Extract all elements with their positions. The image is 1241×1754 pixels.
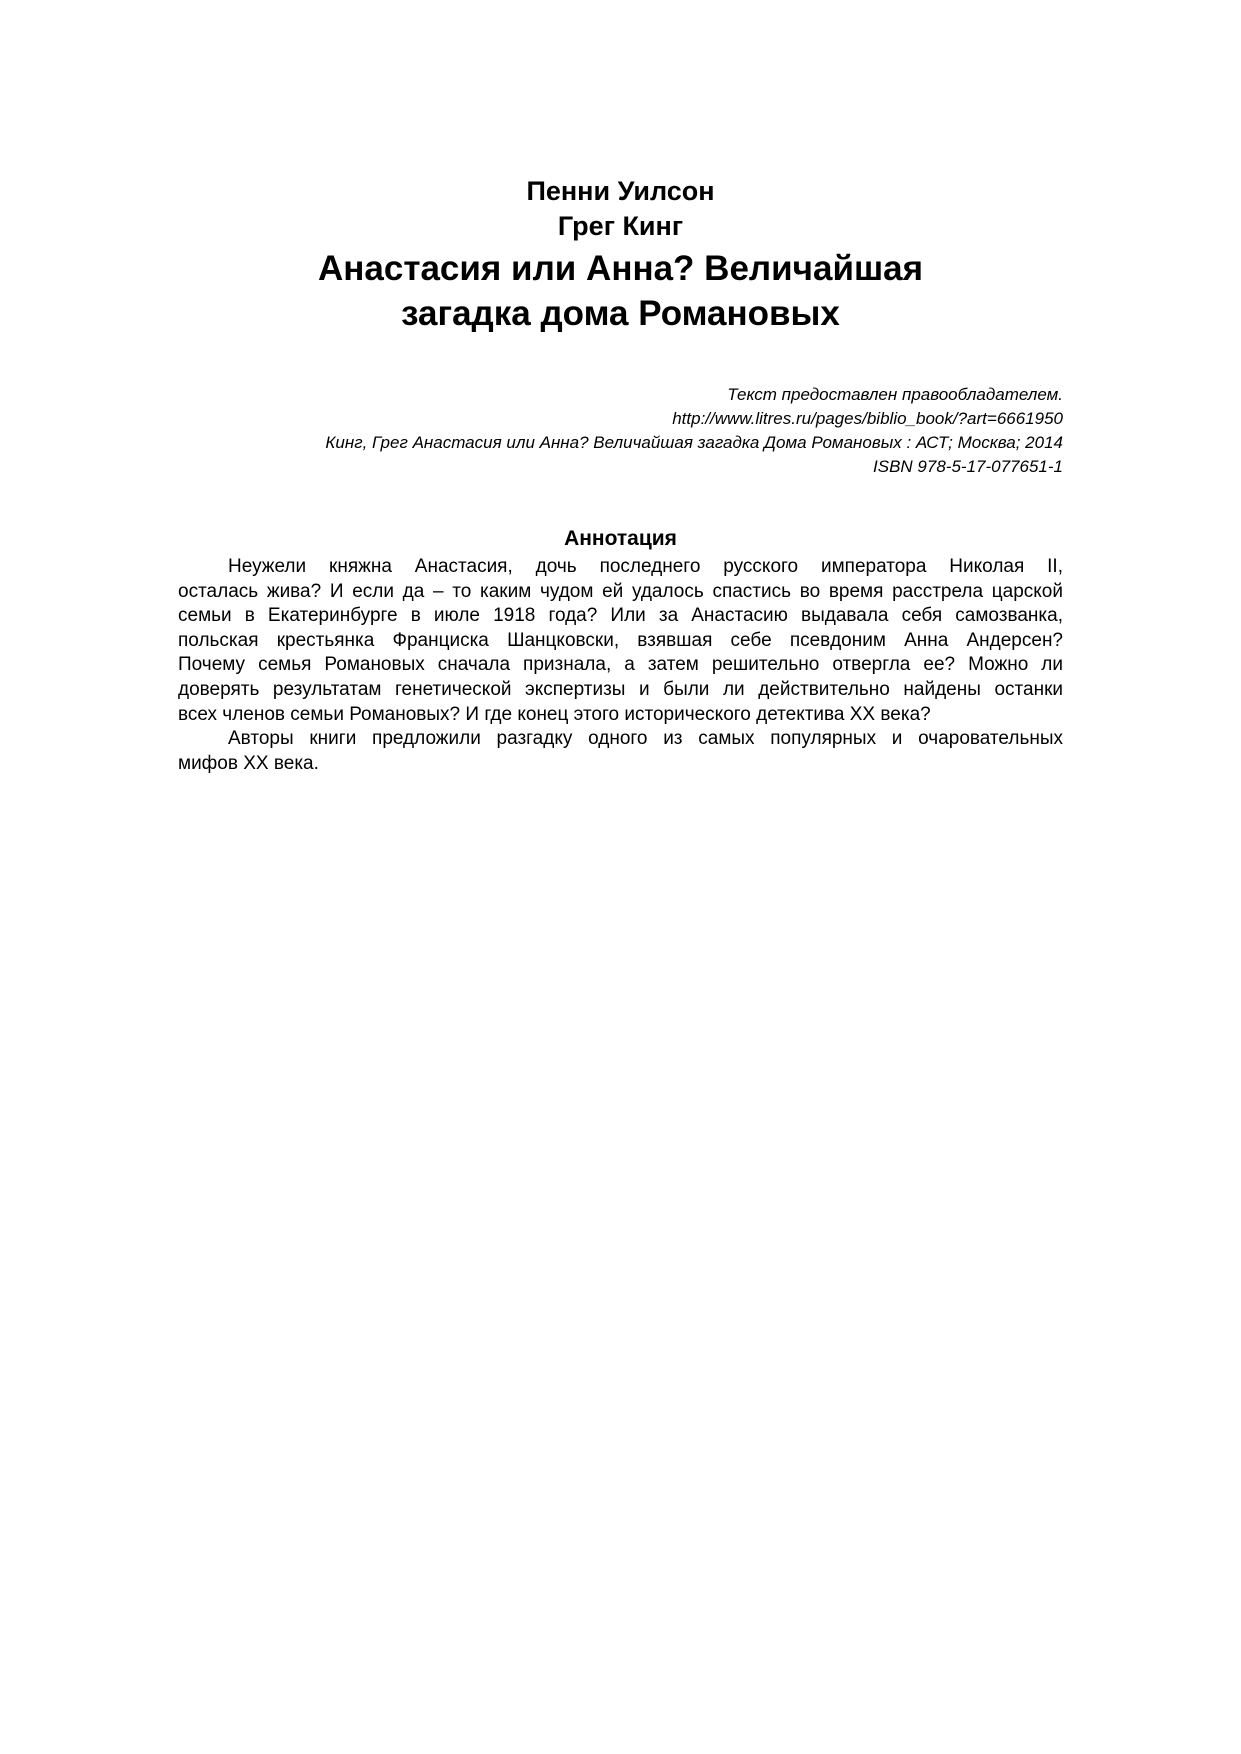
text-line: доверять результатам генетической экспертизы и были ли действительно найдены останки (178, 678, 1063, 700)
text-line: осталась жива? И если да – то каким чудом ей удалось спастись во время расстрела царской (178, 580, 1063, 602)
authors (0, 174, 1241, 244)
text-line: Авторы книги предложили разгадку одного из самых популярных и очаровательных (228, 728, 1063, 750)
source-url: http://www.litres.ru/pages/biblio_book/?art=6661950 (672, 409, 1063, 428)
citation: Кинг, Грег Анастасия или Анна? Величайшая загадка Дома Романовых : АСТ; Москва; 2014 (325, 433, 1063, 452)
title-line: загадка дома Романовых (401, 294, 840, 333)
text-line: семьи в Екатеринбурге в июле 1918 года? Или за Анастасию выдавала себя самозванка, (178, 605, 1063, 627)
annotation-heading: Аннотация (564, 527, 677, 550)
rights-note: Текст предоставлен правообладателем. (727, 385, 1063, 404)
publication-info (178, 383, 1063, 479)
text-line: Почему семья Романовых сначала признала, а затем решительно отвергла ее? Можно ли (178, 654, 1063, 676)
text-line: мифов XX века. (178, 752, 319, 774)
author-2: Грег Кинг (557, 211, 684, 241)
isbn: ISBN 978-5-17-077651-1 (873, 457, 1063, 476)
text-line: всех членов семьи Романовых? И где конец этого исторического детектива XX века? (178, 703, 931, 725)
annotation-body (178, 555, 1063, 776)
text-line: Неужели княжна Анастасия, дочь последнего русского императора Николая II, (228, 556, 1063, 577)
title-line: Анастасия или Анна? Величайшая (317, 249, 924, 288)
book-title (0, 246, 1241, 336)
text-line: польская крестьянка Франциска Шанцковски, взявшая себе псевдоним Анна Андерсен? (178, 629, 1063, 651)
author-1: Пенни Уилсон (526, 176, 715, 206)
